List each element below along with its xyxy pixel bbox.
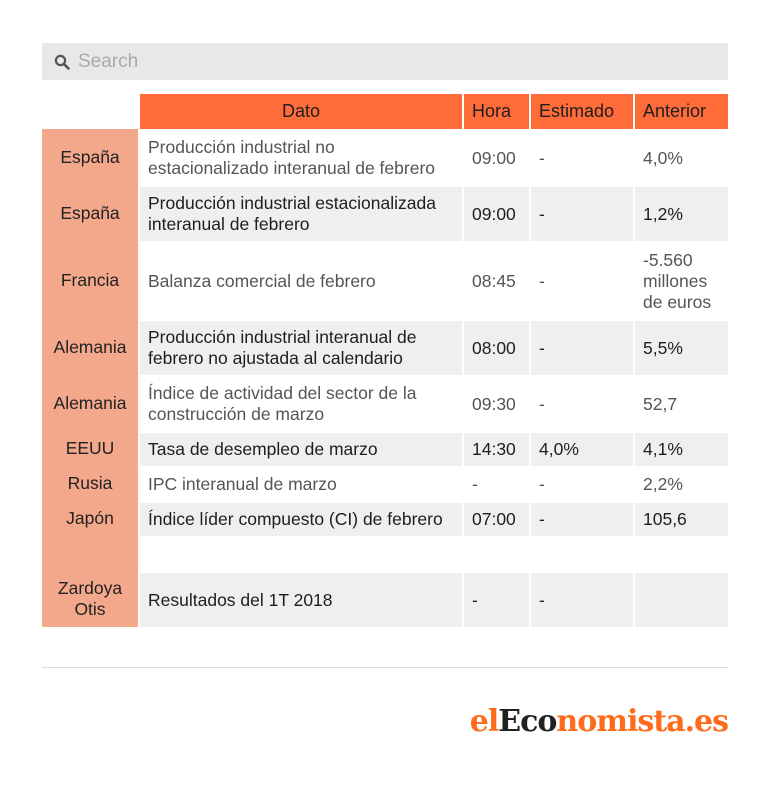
row-hora: 08:45 (462, 241, 529, 319)
row-country: Francia (42, 241, 138, 319)
row-country (42, 536, 138, 571)
row-country: España (42, 185, 138, 241)
table-row (42, 129, 728, 185)
table-row (42, 466, 728, 501)
row-country: España (42, 129, 138, 185)
table-row (42, 375, 728, 431)
row-hora: 08:00 (462, 319, 529, 375)
table-row (42, 319, 728, 375)
row-estimado: - (529, 571, 633, 627)
search-bar[interactable] (42, 43, 728, 80)
row-dato (138, 536, 462, 571)
row-hora (462, 536, 529, 571)
logo-part-el: el (469, 704, 499, 739)
row-country: Japón (42, 501, 138, 536)
table-row (42, 431, 728, 466)
eleconomista-logo[interactable] (470, 704, 728, 739)
row-anterior: 2,2% (633, 466, 728, 501)
header-country (42, 94, 138, 129)
row-anterior: 52,7 (633, 375, 728, 431)
row-hora: 14:30 (462, 431, 529, 466)
row-anterior: 4,1% (633, 431, 728, 466)
row-dato: IPC interanual de marzo (138, 466, 462, 501)
row-dato: Índice de actividad del sector de la construcción de marzo (138, 375, 462, 431)
row-country: Alemania (42, 375, 138, 431)
row-anterior: 4,0% (633, 129, 728, 185)
row-anterior: 5,5% (633, 319, 728, 375)
row-hora: - (462, 571, 529, 627)
row-estimado: - (529, 241, 633, 319)
row-estimado (529, 536, 633, 571)
row-dato: Balanza comercial de febrero (138, 241, 462, 319)
table-row (42, 571, 728, 627)
row-estimado: - (529, 501, 633, 536)
header-estimado: Estimado (529, 94, 633, 129)
row-dato: Producción industrial interanual de febrero no ajustada al calendario (138, 319, 462, 375)
row-estimado: - (529, 185, 633, 241)
header-anterior: Anterior (633, 94, 728, 129)
logo-part-e: E (498, 704, 521, 739)
table-row (42, 241, 728, 319)
row-estimado: - (529, 375, 633, 431)
table-row (42, 501, 728, 536)
row-estimado: - (529, 129, 633, 185)
header-hora: Hora (462, 94, 529, 129)
row-hora: 09:00 (462, 185, 529, 241)
row-dato: Resultados del 1T 2018 (138, 571, 462, 627)
table-header-row (42, 94, 728, 129)
row-dato: Tasa de desempleo de marzo (138, 431, 462, 466)
footer-divider (42, 667, 728, 668)
header-dato: Dato (138, 94, 462, 129)
row-country: EEUU (42, 431, 138, 466)
row-anterior: -5.560 millones de euros (633, 241, 728, 319)
row-hora: 07:00 (462, 501, 529, 536)
search-icon (42, 43, 78, 80)
row-dato: Índice líder compuesto (CI) de febrero (138, 501, 462, 536)
row-country: Alemania (42, 319, 138, 375)
row-country: Rusia (42, 466, 138, 501)
row-country: Zardoya Otis (42, 571, 138, 627)
row-anterior: 105,6 (633, 501, 728, 536)
search-input[interactable] (78, 43, 728, 80)
row-dato: Producción industrial no estacionalizado interanual de febrero (138, 129, 462, 185)
row-estimado: - (529, 466, 633, 501)
logo-part-nomista: nomista.es (556, 704, 728, 739)
row-dato: Producción industrial estacionalizada interanual de febrero (138, 185, 462, 241)
row-hora: 09:00 (462, 129, 529, 185)
economic-calendar-table (42, 94, 728, 627)
logo-part-co: co (520, 704, 557, 739)
row-anterior: 1,2% (633, 185, 728, 241)
table-row (42, 185, 728, 241)
row-hora: 09:30 (462, 375, 529, 431)
row-anterior (633, 571, 728, 627)
table-row-empty (42, 536, 728, 571)
row-estimado: 4,0% (529, 431, 633, 466)
row-anterior (633, 536, 728, 571)
row-hora: - (462, 466, 529, 501)
row-estimado: - (529, 319, 633, 375)
